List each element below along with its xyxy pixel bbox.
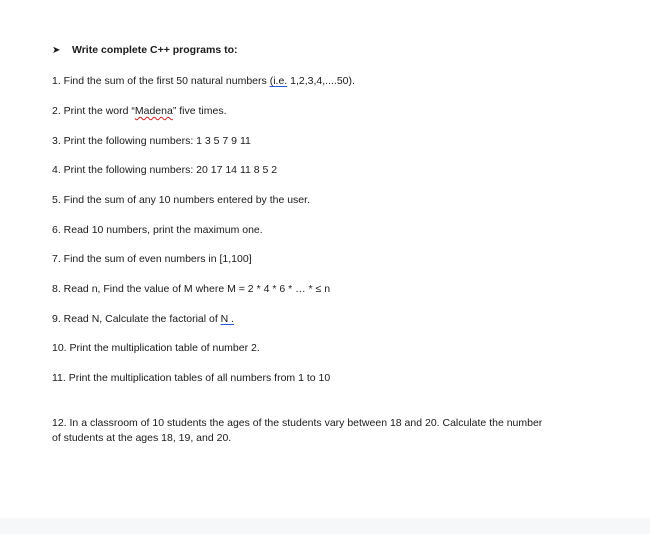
- item-2-text-end: ” five times.: [172, 105, 227, 117]
- list-item-8: 8. Read n, Find the value of M where M = 2 * 4 * 6 * … * ≤ n: [52, 283, 331, 295]
- list-item-7: 7. Find the sum of even numbers in [1,100]: [52, 253, 252, 265]
- page-bottom-strip: [0, 518, 650, 534]
- list-item-9: [52, 312, 234, 327]
- heading-text: Write complete C++ programs to:: [72, 44, 238, 56]
- item-1-underlined-text: (i.e.: [269, 75, 288, 87]
- list-item-4: 4. Print the following numbers: 20 17 14 11 8 5 2: [52, 164, 278, 176]
- item-2-text: 2. Print the word “: [52, 105, 135, 117]
- list-item-11: 11. Print the multiplication tables of all numbers from 1 to 10: [52, 372, 331, 384]
- arrowhead-bullet-icon: ➤: [52, 44, 61, 56]
- list-item-1: [52, 74, 355, 89]
- list-item-5: 5. Find the sum of any 10 numbers entered by the user.: [52, 194, 310, 206]
- instructions-heading: [52, 44, 238, 56]
- list-item-10: 10. Print the multiplication table of number 2.: [52, 342, 260, 354]
- item-2-spellcheck-word: Madena: [134, 105, 173, 117]
- item-9-underlined-text: N .: [220, 313, 235, 325]
- list-item-2: [52, 104, 227, 119]
- list-item-6: 6. Read 10 numbers, print the maximum one.: [52, 224, 263, 236]
- item-1-text-end: 1,2,3,4,....50).: [287, 75, 355, 87]
- item-1-text: 1. Find the sum of the first 50 natural numbers: [52, 75, 270, 87]
- list-item-12: 12. In a classroom of 10 students the ages of the students vary between 18 and 20. Calculate the number of students at the ages 18, 19, and 20.: [52, 417, 543, 444]
- list-item-3: 3. Print the following numbers: 1 3 5 7 9 11: [52, 135, 251, 147]
- item-9-text: 9. Read N, Calculate the factorial of: [52, 313, 221, 325]
